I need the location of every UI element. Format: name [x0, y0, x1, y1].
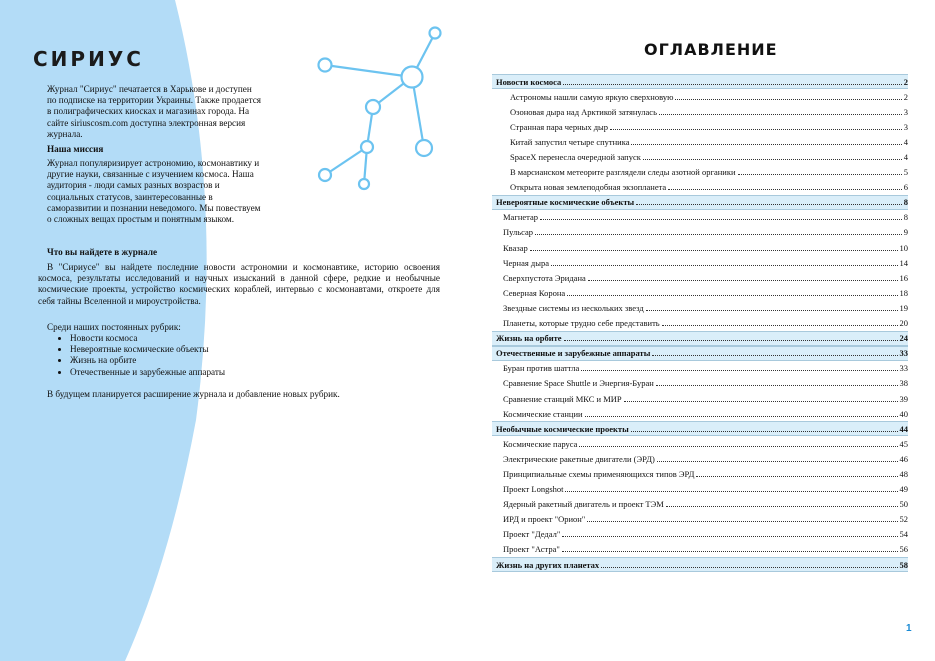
- toc-entry-title: Невероятные космические объекты: [496, 197, 635, 208]
- toc-page-number: 49: [899, 484, 908, 495]
- dot-leader: [563, 83, 901, 85]
- toc-page-number: 54: [899, 529, 908, 540]
- toc-entry-title: Жизнь на орбите: [496, 333, 562, 344]
- toc-entry-title: Планеты, которые трудно себе представить: [503, 318, 660, 329]
- rubric-item: • Жизнь на орбите: [70, 355, 225, 366]
- toc-entry-row[interactable]: [492, 451, 908, 466]
- toc-entry-title: Проект "Астра": [503, 544, 560, 555]
- toc-entry-title: В марсианском метеорите разглядели следы азотной органики: [510, 167, 736, 178]
- toc-entry-row[interactable]: [492, 361, 908, 376]
- toc-page-number: 4: [903, 152, 908, 163]
- toc-entry-title: Буран против шаттла: [503, 363, 580, 374]
- toc-entry-row[interactable]: [492, 512, 908, 527]
- toc-page-number: 14: [899, 257, 908, 268]
- dot-leader: [646, 309, 898, 311]
- toc-page-number: 50: [899, 499, 908, 510]
- toc-entry-title: Открыта новая землеподобная экзопланета: [510, 182, 667, 193]
- toc-page-number: 33: [899, 348, 908, 359]
- toc-page-number: 18: [899, 287, 908, 298]
- dot-leader: [738, 173, 902, 175]
- dot-leader: [535, 233, 902, 235]
- dot-leader: [565, 490, 897, 492]
- dot-leader: [567, 294, 897, 296]
- constellation-graphic: [319, 28, 441, 190]
- toc-entry-title: Сверхпустота Эридана: [503, 272, 586, 283]
- toc-entry-row[interactable]: [492, 255, 908, 270]
- toc-page-number: 3: [903, 106, 908, 117]
- toc-entry-row[interactable]: [492, 285, 908, 300]
- toc-entry-row[interactable]: [492, 300, 908, 315]
- toc-page-number: 2: [903, 76, 908, 87]
- toc-entry-title: Принципиальные схемы применяющихся типов ЭРД: [503, 468, 695, 479]
- dot-leader: [624, 400, 898, 402]
- toc-entry-title: Отечественные и зарубежные аппараты: [496, 348, 651, 359]
- toc-page-number: 44: [899, 423, 908, 434]
- mission-paragraph: Журнал популяризирует астрономию, космонавтику и другие науки, связанные с изучением космоса. Наша аудитория - люди самых разных возрастов и социальных статусов, заинтересованные в саморазвитии и познании неведомого. Мы повествуем о сложных вещах простым и понятным языком.: [47, 158, 261, 225]
- toc-entry-title: Ядерный ракетный двигатель и проект ТЭМ: [503, 499, 664, 510]
- find-heading: Что вы найдете в журнале: [47, 247, 158, 257]
- toc-page-number: 4: [903, 136, 908, 147]
- rubrics-list: [58, 333, 225, 378]
- dot-leader: [668, 188, 902, 190]
- toc-entry-title: Электрические ракетные двигатели (ЭРД): [503, 453, 655, 464]
- rubric-item: • Невероятные космические объекты: [70, 344, 225, 355]
- dot-leader: [562, 535, 897, 537]
- toc-page-number: 6: [903, 182, 908, 193]
- toc-entry-title: Проект "Дедал": [503, 529, 561, 540]
- toc-entry-title: Магнетар: [503, 212, 538, 223]
- page-number: 1: [906, 623, 912, 634]
- dot-leader: [564, 339, 898, 341]
- dot-leader: [657, 460, 898, 462]
- toc-entry-row[interactable]: [492, 210, 908, 225]
- toc-page-number: 9: [903, 227, 908, 238]
- toc-entry-title: Китай запустил четыре спутника: [510, 136, 630, 147]
- toc-entry-title: Квазар: [503, 242, 528, 253]
- dot-leader: [530, 249, 898, 251]
- toc-entry-row[interactable]: [492, 376, 908, 391]
- dot-leader: [601, 566, 897, 568]
- toc-entry-title: Черная дыра: [503, 257, 549, 268]
- toc-page-number: 39: [899, 393, 908, 404]
- find-paragraph: В "Сириусе" вы найдете последние новости астрономии и космонавтике, историю освоения космоса, результаты исследований и научных изысканий в данной сфере, редкие и необычные космические проекты, устройство космических кораблей, интервью с космонавтами, откроете для себя тайны Вселенной и мироустройства.: [38, 262, 440, 306]
- toc-entry-title: SpaceX перенесла очередной запуск: [510, 152, 641, 163]
- dot-leader: [588, 279, 898, 281]
- toc-entry-title: Звездные системы из нескольких звезд: [503, 302, 644, 313]
- toc-entry-title: Пульсар: [503, 227, 534, 238]
- toc-entry-row[interactable]: [492, 180, 908, 195]
- toc-page-number: 56: [899, 544, 908, 555]
- toc-entry-title: Необычные космические проекты: [496, 423, 629, 434]
- toc-section-row[interactable]: [492, 421, 908, 436]
- toc-entry-row[interactable]: [492, 89, 908, 104]
- table-of-contents: [492, 74, 908, 572]
- dot-leader: [696, 475, 897, 477]
- toc-page-number: 20: [899, 318, 908, 329]
- dot-leader: [587, 520, 897, 522]
- toc-entry-row[interactable]: [492, 527, 908, 542]
- toc-section-row[interactable]: [492, 557, 908, 572]
- toc-entry-row[interactable]: [492, 497, 908, 512]
- toc-entry-title: Новости космоса: [496, 76, 562, 87]
- dot-leader: [643, 158, 902, 160]
- dot-leader: [579, 445, 897, 447]
- dot-leader: [581, 369, 897, 371]
- toc-entry-row[interactable]: [492, 119, 908, 134]
- toc-entry-row[interactable]: [492, 542, 908, 557]
- toc-page-number: 19: [899, 302, 908, 313]
- dot-leader: [551, 264, 898, 266]
- dot-leader: [610, 128, 902, 130]
- toc-entry-title: Жизнь на других планетах: [496, 559, 600, 570]
- rubric-item: • Отечественные и зарубежные аппараты: [70, 367, 225, 378]
- toc-section-row[interactable]: [492, 346, 908, 361]
- toc-page-number: 3: [903, 121, 908, 132]
- toc-entry-title: Проект Longshot: [503, 484, 564, 495]
- toc-section-row[interactable]: [492, 195, 908, 210]
- toc-page-number: 24: [899, 333, 908, 344]
- toc-title: ОГЛАВЛЕНИЕ: [644, 40, 778, 59]
- dot-leader: [656, 384, 898, 386]
- toc-entry-row[interactable]: [492, 240, 908, 255]
- toc-entry-title: Северная Корона: [503, 287, 566, 298]
- intro-paragraph: Журнал "Сириус" печатается в Харькове и доступен по подписке на территории Украины. Также продается в полиграфических киосках и магазинах города. На сайте siriuscosm.com доступна электронная версия журнала.: [47, 84, 262, 139]
- toc-page-number: 8: [903, 197, 908, 208]
- future-paragraph: В будущем планируется расширение журнала и добавление новых рубрик.: [47, 389, 340, 399]
- rubric-item: • Новости космоса: [70, 333, 225, 344]
- toc-entry-row[interactable]: [492, 270, 908, 285]
- toc-page-number: 33: [899, 363, 908, 374]
- toc-entry-title: Сравнение станций МКС и МИР: [503, 393, 622, 404]
- toc-page-number: 45: [899, 438, 908, 449]
- dot-leader: [652, 354, 897, 356]
- toc-entry-title: Странная пара черных дыр: [510, 121, 608, 132]
- toc-section-row[interactable]: [492, 74, 908, 89]
- dot-leader: [631, 143, 901, 145]
- dot-leader: [562, 550, 898, 552]
- toc-entry-title: Сравнение Space Shuttle и Энергия-Буран: [503, 378, 654, 389]
- toc-page-number: 10: [899, 242, 908, 253]
- toc-page-number: 38: [899, 378, 908, 389]
- toc-entry-title: Космические паруса: [503, 438, 578, 449]
- toc-entry-row[interactable]: [492, 225, 908, 240]
- dot-leader: [631, 430, 898, 432]
- dot-leader: [585, 415, 898, 417]
- toc-page-number: 46: [899, 453, 908, 464]
- toc-entry-row[interactable]: [492, 316, 908, 331]
- toc-entry-row[interactable]: [492, 466, 908, 481]
- toc-entry-row[interactable]: [492, 149, 908, 164]
- dot-leader: [662, 324, 898, 326]
- rubrics-intro: Среди наших постоянных рубрик:: [47, 322, 181, 332]
- dot-leader: [675, 98, 901, 100]
- toc-entry-row[interactable]: [492, 104, 908, 119]
- toc-entry-title: ИРД и проект "Орион": [503, 514, 586, 525]
- toc-entry-row[interactable]: [492, 134, 908, 149]
- toc-page-number: 40: [899, 408, 908, 419]
- toc-section-row[interactable]: [492, 331, 908, 346]
- toc-entry-title: Космические станции: [503, 408, 583, 419]
- dot-leader: [540, 218, 902, 220]
- toc-page-number: 58: [899, 559, 908, 570]
- toc-page-number: 5: [903, 167, 908, 178]
- magazine-logo: СИРИУС: [33, 47, 144, 71]
- toc-entry-title: Озоновая дыра над Арктикой затянулась: [510, 106, 657, 117]
- toc-entry-row[interactable]: [492, 391, 908, 406]
- dot-leader: [659, 113, 902, 115]
- mission-heading: Наша миссия: [47, 144, 104, 154]
- toc-page-number: 48: [899, 468, 908, 479]
- toc-entry-row[interactable]: [492, 165, 908, 180]
- toc-entry-row[interactable]: [492, 436, 908, 451]
- toc-page-number: 52: [899, 514, 908, 525]
- toc-entry-row[interactable]: [492, 482, 908, 497]
- dot-leader: [666, 505, 898, 507]
- toc-page-number: 2: [903, 91, 908, 102]
- dot-leader: [636, 203, 902, 205]
- toc-entry-row[interactable]: [492, 406, 908, 421]
- toc-page-number: 16: [899, 272, 908, 283]
- toc-page-number: 8: [903, 212, 908, 223]
- toc-entry-title: Астрономы нашли самую яркую сверхновую: [510, 91, 674, 102]
